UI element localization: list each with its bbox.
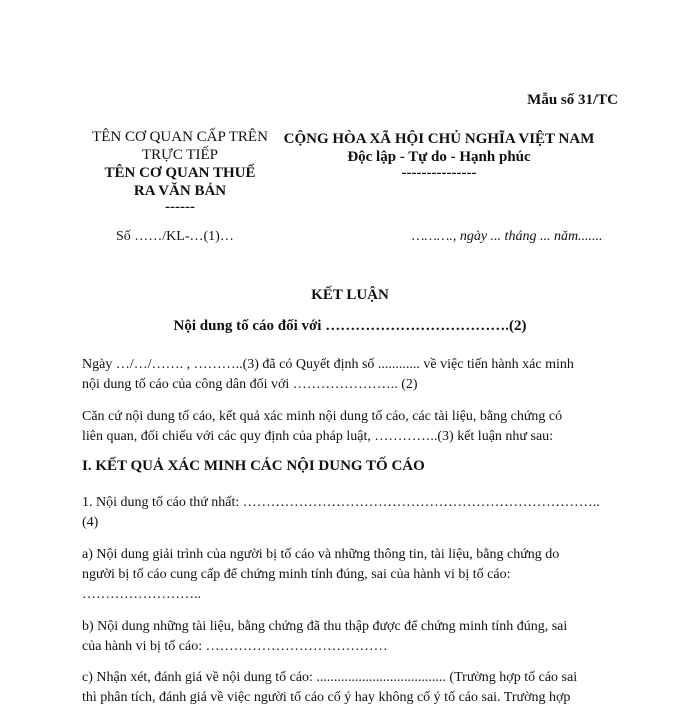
- item-a-line2: người bị tố cáo cung cấp để chứng minh tính đúng, sai của hành vi bị tố cáo:: [82, 567, 511, 582]
- item-c: [82, 668, 622, 708]
- tax-agency-line1: TÊN CƠ QUAN THUẾ: [104, 165, 256, 181]
- item-1: [82, 493, 622, 533]
- paragraph-basis: [82, 407, 622, 447]
- item-a-line3: ……………………..: [82, 587, 201, 602]
- document-title: KẾT LUẬN: [311, 287, 389, 303]
- left-separator: ------: [165, 199, 195, 215]
- document-subtitle: Nội dung tố cáo đối với ……………………………….(2): [173, 318, 527, 334]
- right-separator: ---------------: [401, 165, 477, 181]
- item-b: [82, 617, 622, 657]
- tax-agency-line2: RA VĂN BẢN: [133, 183, 227, 199]
- parent-agency-line1: TÊN CƠ QUAN CẤP TRÊN: [92, 129, 268, 145]
- item-a: [82, 545, 622, 605]
- parent-agency-line2: TRỰC TIẾP: [142, 147, 218, 163]
- national-title: CỘNG HÒA XÃ HỘI CHỦ NGHĨA VIỆT NAM: [283, 131, 595, 147]
- paragraph-decision: [82, 355, 622, 395]
- section-1-heading: I. KẾT QUẢ XÁC MINH CÁC NỘI DUNG TỐ CÁO: [82, 458, 425, 474]
- paragraph-basis-line2: liên quan, đối chiếu với các quy định của pháp luật, …………..(3) kết luận như sau:: [82, 429, 554, 444]
- document-number: Số ……/KL-…(1)…: [116, 229, 234, 244]
- national-header: [283, 130, 595, 180]
- item-a-line1: a) Nội dung giải trình của người bị tố cáo và những thông tin, tài liệu, bằng chứng do: [82, 547, 560, 562]
- item-b-line1: b) Nội dung những tài liệu, bằng chứng đã thu thập được để chứng minh tính đúng, sai: [82, 619, 568, 634]
- paragraph-basis-line1: Căn cứ nội dung tố cáo, kết quả xác minh nội dung tố cáo, các tài liệu, bằng chứng có: [82, 409, 563, 424]
- item-b-line2: của hành vi bị tố cáo: …………………………………: [82, 639, 388, 654]
- item-c-line2: thì phân tích, đánh giá về việc người tố cáo cố ý hay không cố ý tố cáo sai. Trường hợp: [82, 690, 571, 705]
- national-motto: Độc lập - Tự do - Hạnh phúc: [347, 149, 531, 165]
- issuing-agency-header: [80, 128, 280, 214]
- paragraph-decision-line2: nội dung tố cáo của công dân đối với ………………….. (2): [82, 377, 418, 392]
- item-1-line1: 1. Nội dung tố cáo thứ nhất: …………………………………………………………………..: [82, 495, 600, 510]
- paragraph-decision-line1: Ngày …/…/……. , ………..(3) đã có Quyết định số ............ về việc tiến hành xác minh: [82, 357, 574, 372]
- form-number: Mẫu số 31/TC: [527, 92, 618, 108]
- item-c-line1: c) Nhận xét, đánh giá về nội dung tố cáo: ..................................... (Trường hợp tố cáo sai: [82, 670, 578, 685]
- item-1-line2: (4): [82, 515, 99, 530]
- document-date: ………., ngày ... tháng ... năm.......: [412, 229, 603, 244]
